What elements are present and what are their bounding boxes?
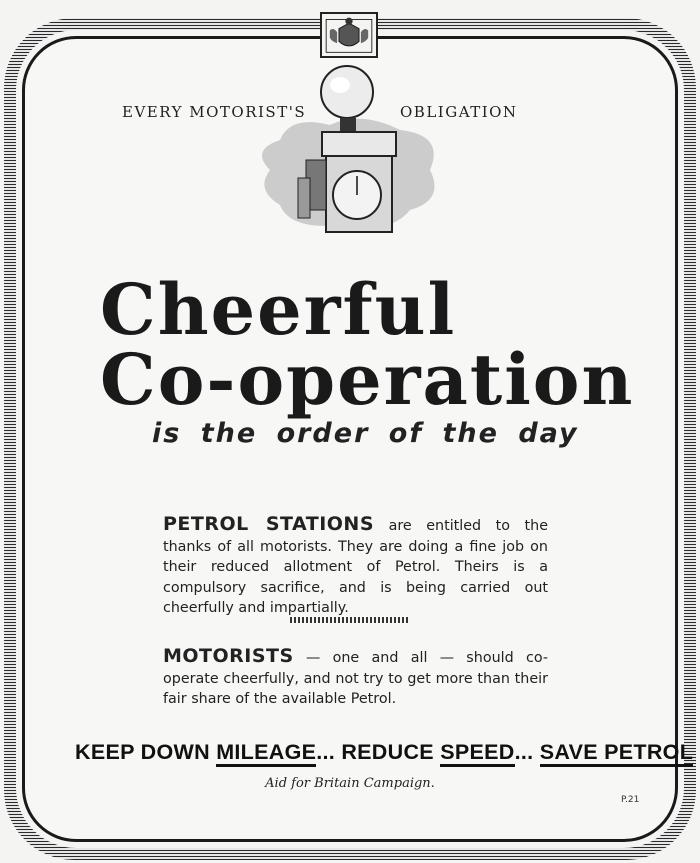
motorists-lead: MOTORISTS <box>163 645 294 667</box>
petrol-stations-lead: PETROL STATIONS <box>163 513 375 535</box>
slogan-reduce: REDUCE <box>341 740 434 764</box>
petrol-stations-text: are entitled to the thanks of all motorists. They are doing a fine job on their reduced allotment of Petrol. Theirs is a compulsory sacrifice, and is being carried out cheerfully and impartially. <box>163 518 548 616</box>
headline-subline: is the order of the day <box>152 418 579 449</box>
slogan-separator-1: ... <box>316 740 336 764</box>
petrol-stations-paragraph <box>163 514 548 619</box>
slogan-keep-down: KEEP DOWN <box>75 740 210 764</box>
tagline-left: EVERY MOTORIST'S <box>122 103 307 121</box>
headline-line-2: Co-operation <box>100 338 635 421</box>
petrol-pump-icon <box>250 60 450 240</box>
slogan-separator-2: ... <box>514 740 534 764</box>
motorists-paragraph <box>163 646 548 710</box>
slogan-mileage: MILEAGE <box>216 740 316 767</box>
slogan-speed: SPEED <box>440 740 514 767</box>
ad-code: P.21 <box>621 795 640 805</box>
tagline-right: OBLIGATION <box>400 103 518 121</box>
slogan <box>75 740 693 765</box>
headline-line-1: Cheerful <box>100 268 457 351</box>
motorists-text: — one and all — should co-operate cheerfully, and not try to get more than their fair share of the available Petrol. <box>163 650 549 707</box>
divider-ornament <box>290 617 410 623</box>
slogan-save-petrol: SAVE PETROL <box>540 740 693 767</box>
campaign-credit: Aid for Britain Campaign. <box>265 776 435 791</box>
royal-crest-icon <box>320 12 378 58</box>
